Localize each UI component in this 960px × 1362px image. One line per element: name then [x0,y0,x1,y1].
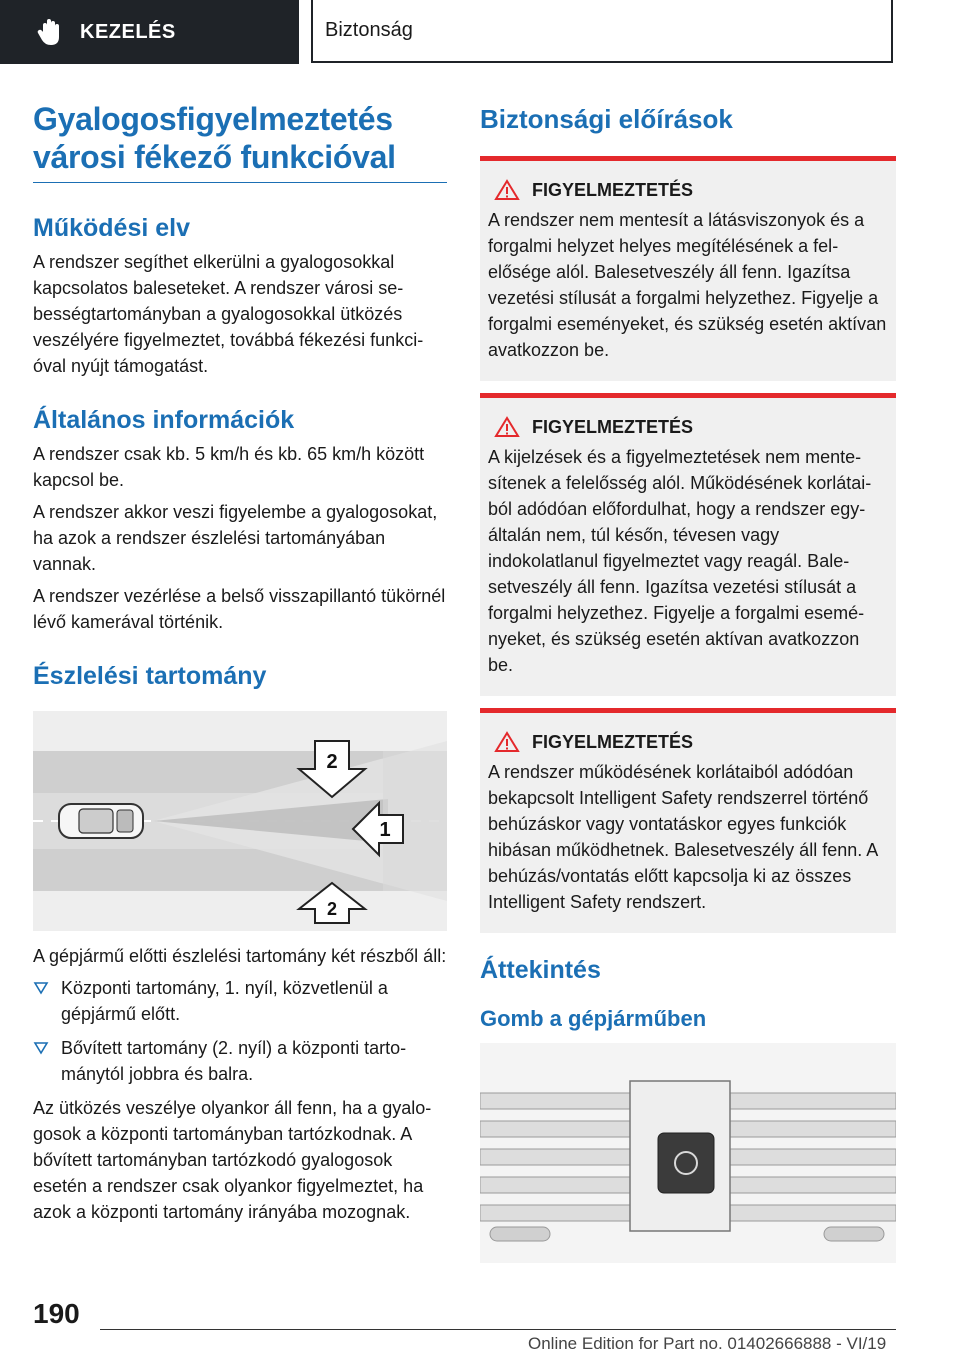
heading-button: Gomb a gépjárműben [480,1006,707,1031]
title-line-1: Gyalogosfigyelmeztetés [33,101,393,137]
warning-triangle-icon [494,731,520,753]
warning-title-1: FIGYELMEZTETÉS [494,179,888,201]
button-photo [480,1043,896,1263]
arrow-label-top: 2 [326,751,338,773]
car-icon [59,804,143,838]
list-item [33,975,447,1027]
warning-triangle-icon [494,179,520,201]
warning-text-2: A kijelzések és a figyelmeztetések nem mentesítenek a felelősség alól. Működésének korlátaiból adódóan előfordulhat, hogy a rendszer egyáltalán nem, túl későn, tévesen vagy indokolatlanul figyelmeztet vagy reagál. Balesetveszély áll fenn. Igazítsa vezetési stílusát a forgalmi helyzethez. Figyelje a forgalmi eseményeket, és szükség esetén aktívan avatkozzon be. [488,447,872,675]
title-rule [33,182,447,183]
page-number: 190 [33,1298,80,1329]
chapter-tab [0,0,299,64]
range-bullet-list [33,975,447,1087]
warning-title-2: FIGYELMEZTETÉS [494,416,888,438]
section-tab [311,0,893,63]
chapter-label: KEZELÉS [80,20,176,43]
warning-box-1 [480,156,896,381]
warning-box-2 [480,393,896,696]
heading-general: Általános információk [33,406,295,434]
paragraph-range-end: Az ütközés veszélye olyankor áll fenn, ha a gyalogosok a központi tartományban tartózkodnak. A bővített tartományban tartózkodó gyalogosok esetén a rendszer csak olyankor figyelmeztet, ha azok a központi tartomány irányába mozognak. [33,1098,432,1222]
title-line-2: városi fékező funkcióval [33,139,396,175]
right-column [480,100,896,1263]
triangle-bullet-icon [33,981,49,995]
heading-range: Észlelési tartomány [33,662,267,690]
bullet-text-1: Központi tartomány, 1. nyíl, közvetlenül a gépjármű előtt. [61,978,388,1024]
section-label: Biztonság [325,19,413,41]
triangle-bullet-icon [33,1041,49,1055]
hand-pointer-icon [34,15,68,49]
heading-overview: Áttekintés [480,956,601,984]
detection-range-figure [33,711,447,931]
warning-text-3: A rendszer működésének korlátaiból adódóan bekapcsolt Intelligent Safety rendszerrel történő behúzáskor vagy vontatáskor egyes funkciók hibásan működhetnek. Balesetveszély áll fenn. A behúzás/vontatás előtt kapcsolja ki az összes Intelligent Safety rendszert. [488,762,878,912]
bullet-text-2: Bővített tartomány (2. nyíl) a központi tartománytól jobbra és balra. [61,1038,407,1084]
paragraph-principle: A rendszer segíthet elkerülni a gyalogosokkal kapcsolatos baleseteket. A rendszer városi sebességtartományban a gyalogosokkal ütközés veszélyére figyelmeztet, továbbá fékezési funkcióval nyújt támogatást. [33,252,424,376]
left-column [33,100,447,1231]
detection-range-diagram [33,711,447,931]
paragraph-general-3: A rendszer vezérlése a belső visszapillantó tükörnél lévő kamerával történik. [33,586,446,632]
warning-title-3: FIGYELMEZTETÉS [494,731,888,753]
footer-edition: Online Edition for Part no. 01402666888 - VI/19 [528,1334,887,1353]
warning-box-3 [480,708,896,933]
list-item [33,1035,447,1087]
paragraph-general-2: A rendszer akkor veszi figyelembe a gyalogosokat, ha azok a rendszer észlelési tartományában vannak. [33,502,438,574]
vent-button-illustration [480,1043,896,1263]
paragraph-general-1: A rendszer csak kb. 5 km/h és kb. 65 km/h között kapcsol be. [33,444,425,490]
page-title [33,100,447,176]
arrow-label-center: 1 [379,819,391,841]
heading-principle: Működési elv [33,214,190,242]
heading-safety: Biztonsági előírások [480,104,733,134]
warning-text-1: A rendszer nem mentesít a látásviszonyok és a forgalmi helyzet helyes megítélésének a felelősége alól. Balesetveszély áll fenn. Igazítsa vezetési stílusát a forgalmi helyzethez. Figyelje a forgalmi eseményeket, és szükség esetén aktívan avatkozzon be. [488,210,887,360]
arrow-label-bottom: 2 [326,899,338,919]
warning-triangle-icon [494,416,520,438]
paragraph-range-intro: A gépjármű előtti észlelési tartomány két részből áll: [33,946,447,966]
footer-rule [100,1329,896,1330]
